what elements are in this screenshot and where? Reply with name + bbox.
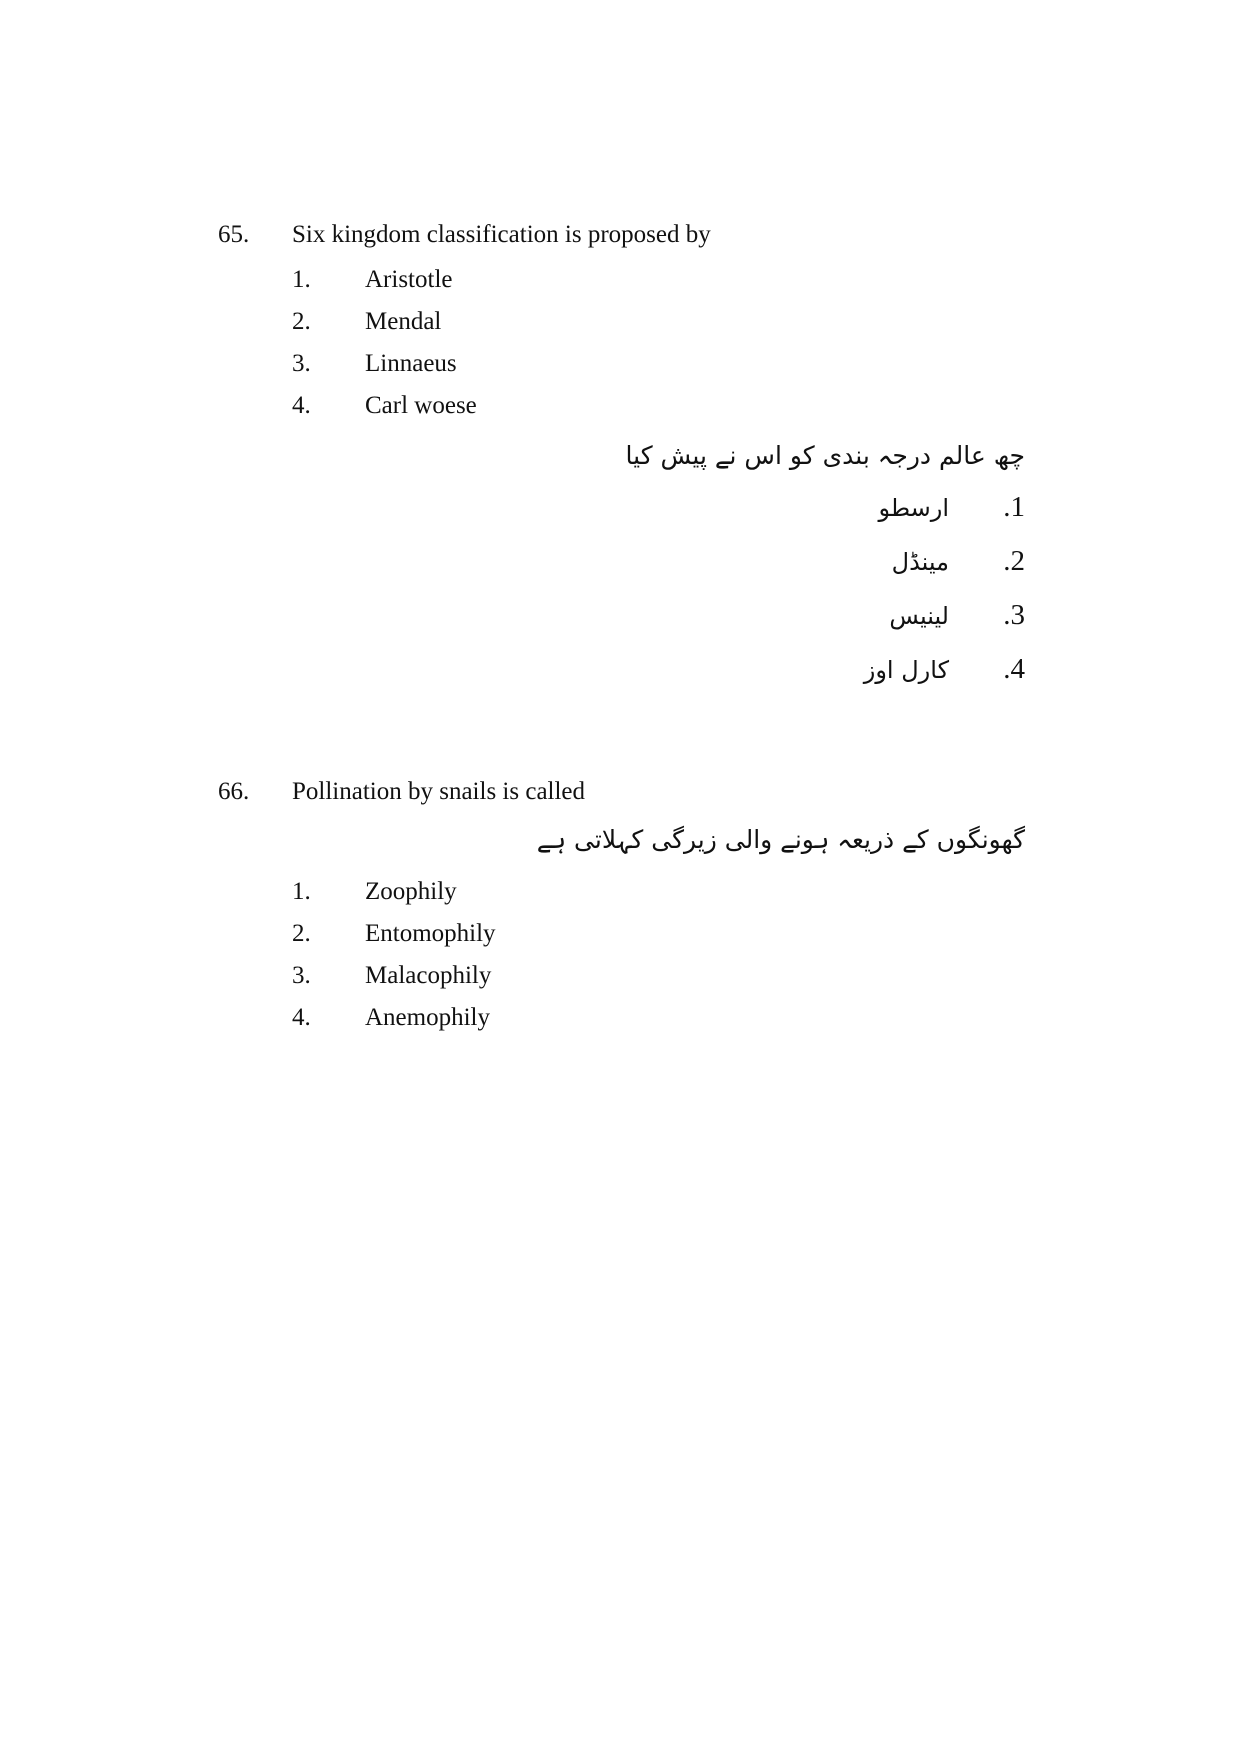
option-text: Malacophily [365, 962, 492, 989]
option-number: 1. [292, 266, 311, 293]
urdu-option-number: .1 [1003, 491, 1025, 523]
urdu-option-number: .3 [1003, 599, 1025, 631]
option-text: Carl woese [365, 392, 477, 419]
question-65-option-1 [292, 265, 453, 295]
question-65-text: Six kingdom classification is proposed by [292, 221, 711, 248]
option-number: 1. [292, 878, 311, 905]
question-66-urdu-text: گھونگوں کے ذریعہ ہونے والی زیرگی کہلاتی ہے [536, 825, 1025, 854]
question-66-option-3 [292, 961, 491, 991]
urdu-option-text: لینیس [889, 602, 949, 630]
option-text: Mendal [365, 308, 442, 335]
urdu-option-number: .4 [1003, 653, 1025, 685]
urdu-option-text: کارل اوز [863, 656, 949, 684]
option-number: 2. [292, 308, 311, 335]
question-65-option-2 [292, 307, 441, 337]
urdu-option-text: ارسطو [878, 494, 949, 522]
option-text: Aristotle [365, 266, 453, 293]
question-65-number: 65. [218, 221, 250, 248]
question-65-urdu-option-3 [839, 595, 1025, 636]
question-65-option-4 [292, 391, 477, 421]
question-66-option-2 [292, 919, 496, 949]
option-number: 2. [292, 920, 311, 947]
option-text: Zoophily [365, 878, 457, 905]
option-text: Linnaeus [365, 350, 457, 377]
option-text: Entomophily [365, 920, 496, 947]
urdu-option-number: .2 [1003, 545, 1025, 577]
option-number: 3. [292, 350, 311, 377]
option-number: 4. [292, 1004, 311, 1031]
option-text: Anemophily [365, 1004, 490, 1031]
urdu-option-text: مینڈل [891, 548, 949, 576]
option-number: 4. [292, 392, 311, 419]
question-65-option-3 [292, 349, 457, 379]
question-66-number: 66. [218, 778, 250, 805]
question-66-option-4 [292, 1003, 490, 1033]
question-65-urdu-option-4 [839, 649, 1025, 690]
question-65-urdu-option-1 [839, 487, 1025, 528]
question-65-urdu-text: چھ عالم درجہ بندی کو اس نے پیش کیا [625, 441, 1025, 470]
question-65-urdu-option-2 [839, 541, 1025, 582]
question-66-option-1 [292, 877, 457, 907]
question-66-text: Pollination by snails is called [292, 778, 586, 805]
option-number: 3. [292, 962, 311, 989]
